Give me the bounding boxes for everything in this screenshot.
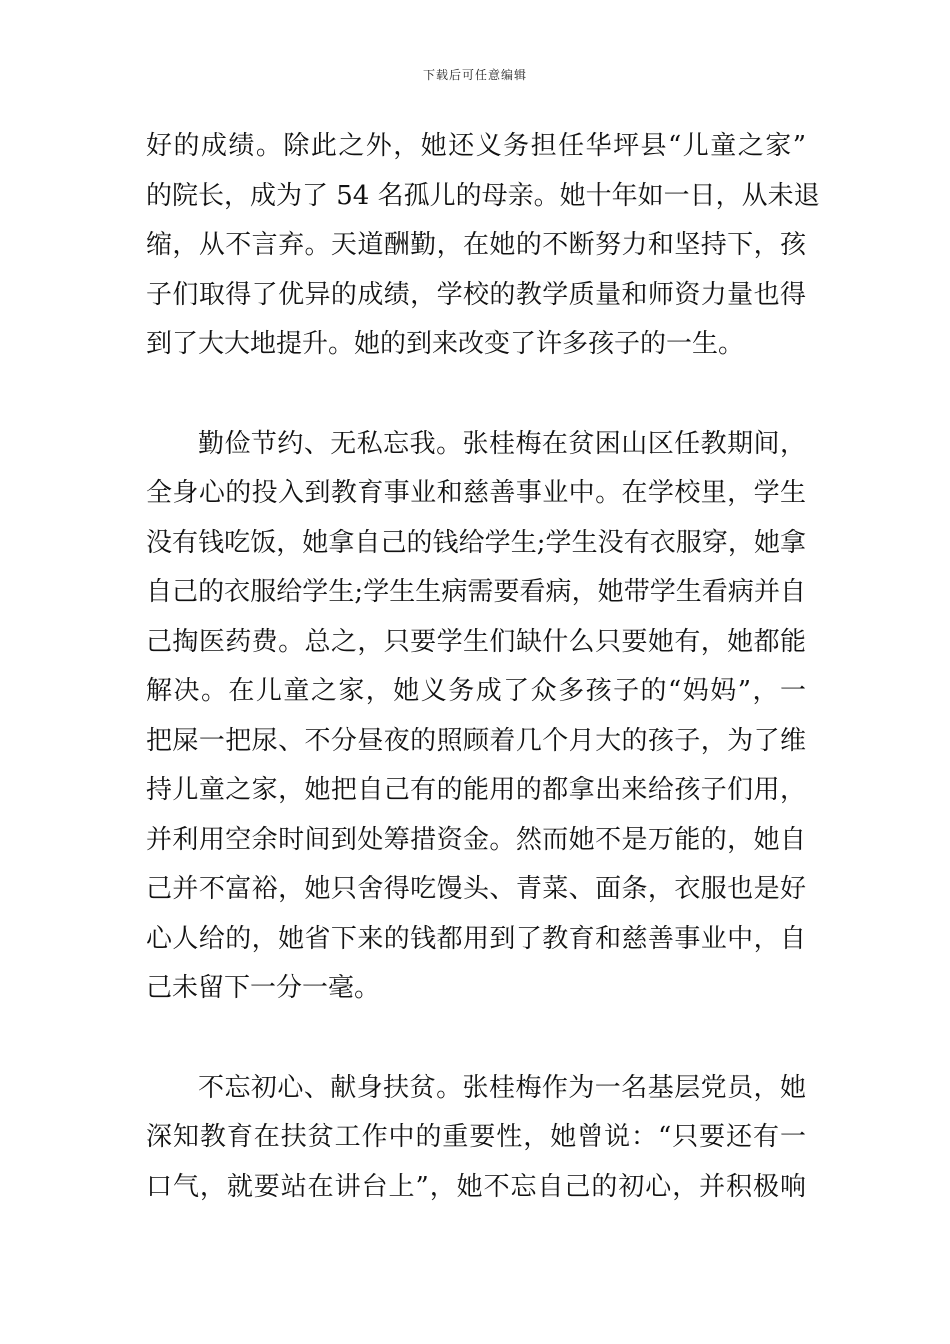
text-line: 的院长，成为了 54 名孤儿的母亲。她十年如一日，从未退 (146, 180, 820, 211)
text-line: 己掏医药费。总之，只要学生们缺什么只要她有，她都能 (146, 626, 806, 657)
text-line: 口气，就要站在讲台上”，她不忘自己的初心，并积极响 (146, 1171, 806, 1202)
page-header-note: 下载后可任意编辑 (422, 68, 527, 82)
text-line: 没有钱吃饭，她拿自己的钱给学生;学生没有衣服穿，她拿 (146, 527, 806, 558)
text-line: 心人给的，她省下来的钱都用到了教育和慈善事业中，自 (146, 923, 806, 954)
text-line: 并利用空余时间到处筹措资金。然而她不是万能的，她自 (146, 824, 806, 855)
text-line: 深知教育在扶贫工作中的重要性，她曾说：“只要还有一 (146, 1122, 806, 1152)
text-line: 把屎一把尿、不分昼夜的照顾着几个月大的孩子，为了维 (146, 725, 806, 756)
text-line: 持儿童之家，她把自己有的能用的都拿出来给孩子们用， (146, 775, 806, 805)
text-line: 勤俭节约、无私忘我。张桂梅在贫困山区任教期间， (198, 428, 806, 459)
document-body (146, 122, 820, 1212)
paragraph-gap (146, 1014, 806, 1064)
text-line: 子们取得了优异的成绩，学校的教学质量和师资力量也得 (146, 279, 806, 310)
text-line: 全身心的投入到教育事业和慈善事业中。在学校里，学生 (146, 478, 806, 508)
paragraph (146, 420, 806, 1014)
text-line: 自己的衣服给学生;学生生病需要看病，她带学生看病并自 (146, 577, 806, 607)
text-line: 缩，从不言弃。天道酬勤，在她的不断努力和坚持下，孩 (146, 230, 806, 260)
text-line: 解决。在儿童之家，她义务成了众多孩子的“妈妈”，一 (146, 676, 806, 706)
text-line: 到了大大地提升。她的到来改变了许多孩子的一生。 (146, 329, 745, 359)
paragraph (146, 1064, 806, 1213)
paragraph (146, 122, 820, 370)
text-line: 好的成绩。除此之外，她还义务担任华坪县“儿童之家” (146, 131, 806, 161)
text-line: 己并不富裕，她只舍得吃馒头、青菜、面条，衣服也是好 (146, 874, 806, 904)
paragraph-gap (146, 370, 806, 420)
text-line: 不忘初心、献身扶贫。张桂梅作为一名基层党员，她 (198, 1072, 806, 1103)
text-line: 己未留下一分一毫。 (146, 973, 381, 1003)
